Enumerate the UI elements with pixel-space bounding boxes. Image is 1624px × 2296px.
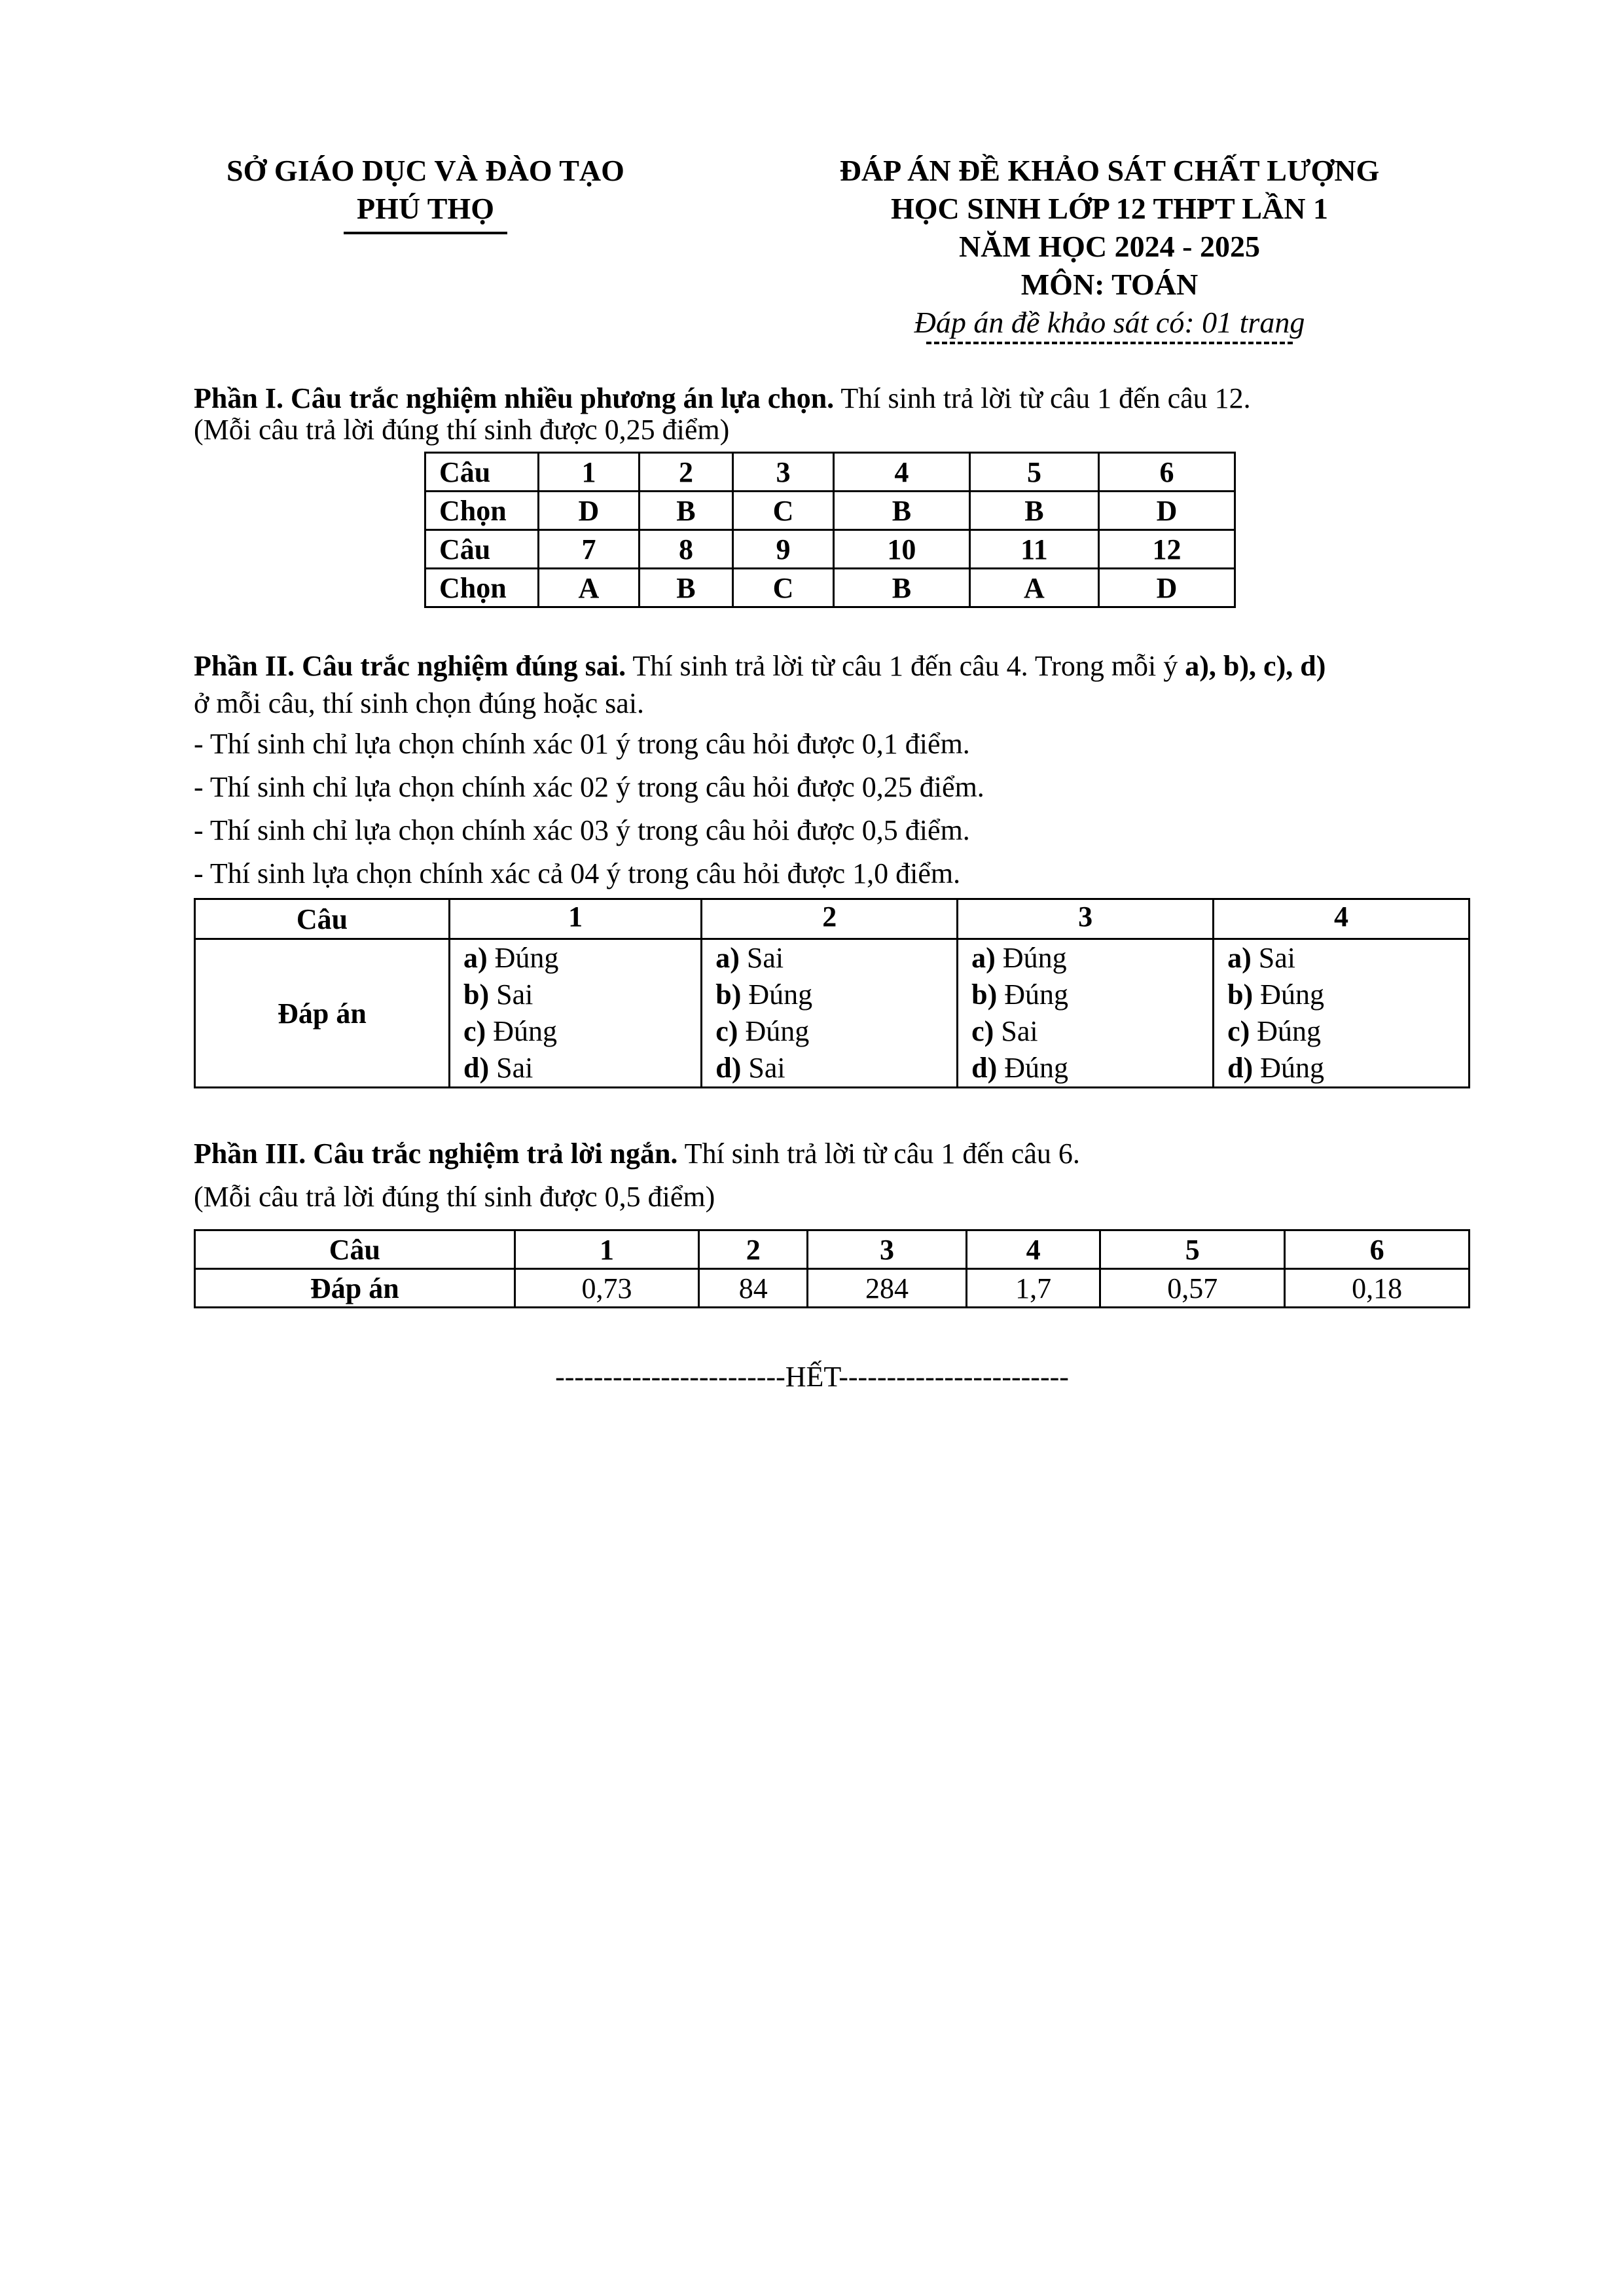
header-label: Câu — [195, 1230, 515, 1269]
option-value: Đúng — [1002, 942, 1067, 974]
option-value: Đúng — [1004, 978, 1069, 1011]
table-row — [195, 899, 1470, 939]
school-year: NĂM HỌC 2024 - 2025 — [959, 230, 1260, 263]
option-key: d) — [463, 1052, 490, 1084]
department-header — [196, 152, 655, 234]
question-number: 5 — [1100, 1230, 1285, 1269]
option-key: b) — [715, 978, 742, 1011]
option-value: Đúng — [745, 1015, 810, 1047]
option-value: Đúng — [1260, 978, 1324, 1011]
answer-cell — [1214, 939, 1470, 1088]
part2-desc-bold: a), b), c), d) — [1185, 650, 1326, 682]
part2-desc2: ở mỗi câu, thí sinh chọn đúng hoặc sai. — [194, 687, 645, 719]
part2-answer-table — [194, 898, 1470, 1088]
question-number: 8 — [639, 530, 732, 569]
table-row — [425, 530, 1235, 569]
exam-title-line2: HỌC SINH LỚP 12 THPT LẦN 1 — [891, 192, 1328, 225]
exam-title-block — [779, 152, 1440, 344]
option-line — [1227, 1013, 1468, 1050]
part1-desc: Thí sinh trả lời từ câu 1 đến câu 12. — [834, 382, 1251, 414]
option-line — [715, 1013, 956, 1050]
option-line — [463, 940, 700, 977]
option-key: b) — [1227, 978, 1254, 1011]
option-key: c) — [971, 1015, 994, 1047]
option-key: a) — [971, 942, 996, 974]
option-value: Sai — [496, 1052, 533, 1084]
option-line — [463, 977, 700, 1013]
part2-rule-3: - Thí sinh chỉ lựa chọn chính xác 03 ý trong câu hỏi được 0,5 điểm. — [194, 814, 970, 846]
short-answer: 0,57 — [1100, 1269, 1285, 1308]
table-row — [425, 453, 1235, 492]
answer-cell — [450, 939, 702, 1088]
title-dashed-rule — [926, 342, 1293, 344]
option-line — [971, 940, 1212, 977]
option-value: Đúng — [1257, 1015, 1322, 1047]
option-key: a) — [715, 942, 740, 974]
question-number: 7 — [539, 530, 640, 569]
header-label: Câu — [195, 899, 450, 939]
question-number: 2 — [699, 1230, 808, 1269]
question-number: 3 — [958, 899, 1214, 939]
exam-title-line1: ĐÁP ÁN ĐỀ KHẢO SÁT CHẤT LƯỢNG — [839, 154, 1380, 187]
answer-cell — [958, 939, 1214, 1088]
question-number: 4 — [967, 1230, 1100, 1269]
option-key: b) — [971, 978, 998, 1011]
option-value: Đúng — [493, 1015, 557, 1047]
part2-title: Phần II. Câu trắc nghiệm đúng sai. — [194, 650, 626, 682]
question-number: 6 — [1285, 1230, 1470, 1269]
option-line — [971, 1013, 1212, 1050]
question-number: 10 — [833, 530, 969, 569]
option-line — [971, 1050, 1212, 1086]
subject: MÔN: TOÁN — [1020, 268, 1199, 301]
answer-choice: D — [1099, 569, 1235, 607]
table-row — [425, 492, 1235, 530]
part1-title: Phần I. Câu trắc nghiệm nhiều phương án lựa chọn. — [194, 382, 835, 414]
option-value: Đúng — [748, 978, 813, 1011]
option-value: Đúng — [494, 942, 559, 974]
part3-heading — [194, 1132, 1477, 1219]
option-line — [1227, 977, 1468, 1013]
question-number: 3 — [733, 453, 834, 492]
answer-choice: C — [733, 492, 834, 530]
question-number: 1 — [514, 1230, 699, 1269]
short-answer: 284 — [807, 1269, 966, 1308]
option-value: Sai — [1001, 1015, 1038, 1047]
option-key: a) — [463, 942, 488, 974]
row-label: Câu — [425, 453, 539, 492]
answer-choice: C — [733, 569, 834, 607]
table-row — [195, 939, 1470, 1088]
question-number: 4 — [833, 453, 969, 492]
part1-answer-table — [424, 452, 1236, 608]
question-number: 3 — [807, 1230, 966, 1269]
short-answer: 1,7 — [967, 1269, 1100, 1308]
option-line — [971, 977, 1212, 1013]
option-key: a) — [1227, 942, 1252, 974]
answer-choice: B — [833, 569, 969, 607]
answer-label: Đáp án — [195, 1269, 515, 1308]
answer-choice: B — [833, 492, 969, 530]
part1-heading — [194, 377, 1477, 449]
part3-title: Phần III. Câu trắc nghiệm trả lời ngắn. — [194, 1138, 678, 1170]
answer-choice: D — [1099, 492, 1235, 530]
option-key: d) — [715, 1052, 742, 1084]
option-value: Sai — [496, 978, 533, 1011]
part3-desc: Thí sinh trả lời từ câu 1 đến câu 6. — [677, 1138, 1080, 1170]
option-line — [715, 977, 956, 1013]
option-line — [715, 1050, 956, 1086]
table-row — [195, 1230, 1470, 1269]
question-number: 11 — [969, 530, 1098, 569]
part1-note: (Mỗi câu trả lời đúng thí sinh được 0,25 điểm) — [194, 414, 730, 446]
part2-rule-2: - Thí sinh chỉ lựa chọn chính xác 02 ý trong câu hỏi được 0,25 điểm. — [194, 771, 984, 803]
row-label: Chọn — [425, 569, 539, 607]
option-value: Sai — [748, 1052, 785, 1084]
short-answer: 0,73 — [514, 1269, 699, 1308]
option-key: d) — [1227, 1052, 1254, 1084]
question-number: 9 — [733, 530, 834, 569]
option-value: Đúng — [1004, 1052, 1069, 1084]
option-line — [463, 1013, 700, 1050]
department-name: SỞ GIÁO DỤC VÀ ĐÀO TẠO — [226, 154, 624, 187]
short-answer: 84 — [699, 1269, 808, 1308]
question-number: 2 — [702, 899, 958, 939]
answer-choice: D — [539, 492, 640, 530]
question-number: 4 — [1214, 899, 1470, 939]
row-label: Chọn — [425, 492, 539, 530]
question-number: 12 — [1099, 530, 1235, 569]
answer-choice: B — [969, 492, 1098, 530]
province-underline — [344, 232, 507, 234]
answer-choice: A — [539, 569, 640, 607]
part3-note: (Mỗi câu trả lời đúng thí sinh được 0,5 điểm) — [194, 1181, 715, 1213]
page-count-note: Đáp án đề khảo sát có: 01 trang — [914, 306, 1305, 339]
option-line — [1227, 940, 1468, 977]
answer-cell — [702, 939, 958, 1088]
option-value: Sai — [1258, 942, 1295, 974]
option-value: Đúng — [1260, 1052, 1324, 1084]
option-key: c) — [463, 1015, 486, 1047]
part3-answer-table — [194, 1229, 1470, 1308]
answer-label: Đáp án — [195, 939, 450, 1088]
question-number: 1 — [450, 899, 702, 939]
question-number: 2 — [639, 453, 732, 492]
question-number: 5 — [969, 453, 1098, 492]
part2-desc: Thí sinh trả lời từ câu 1 đến câu 4. Trong mỗi ý — [626, 650, 1185, 682]
option-key: c) — [715, 1015, 738, 1047]
option-value: Sai — [746, 942, 784, 974]
part2-rule-1: - Thí sinh chỉ lựa chọn chính xác 01 ý trong câu hỏi được 0,1 điểm. — [194, 728, 970, 760]
table-row — [195, 1269, 1470, 1308]
part2-heading — [194, 648, 1477, 895]
part2-rule-4: - Thí sinh lựa chọn chính xác cả 04 ý trong câu hỏi được 1,0 điểm. — [194, 857, 961, 889]
option-line — [715, 940, 956, 977]
answer-choice: B — [639, 569, 732, 607]
row-label: Câu — [425, 530, 539, 569]
answer-choice: B — [639, 492, 732, 530]
question-number: 6 — [1099, 453, 1235, 492]
option-line — [1227, 1050, 1468, 1086]
short-answer: 0,18 — [1285, 1269, 1470, 1308]
option-key: d) — [971, 1052, 998, 1084]
end-marker: ------------------------HẾT------------------------ — [555, 1361, 1069, 1393]
option-key: b) — [463, 978, 490, 1011]
table-row — [425, 569, 1235, 607]
answer-choice: A — [969, 569, 1098, 607]
province-name: PHÚ THỌ — [356, 192, 494, 225]
question-number: 1 — [539, 453, 640, 492]
option-key: c) — [1227, 1015, 1250, 1047]
option-line — [463, 1050, 700, 1086]
